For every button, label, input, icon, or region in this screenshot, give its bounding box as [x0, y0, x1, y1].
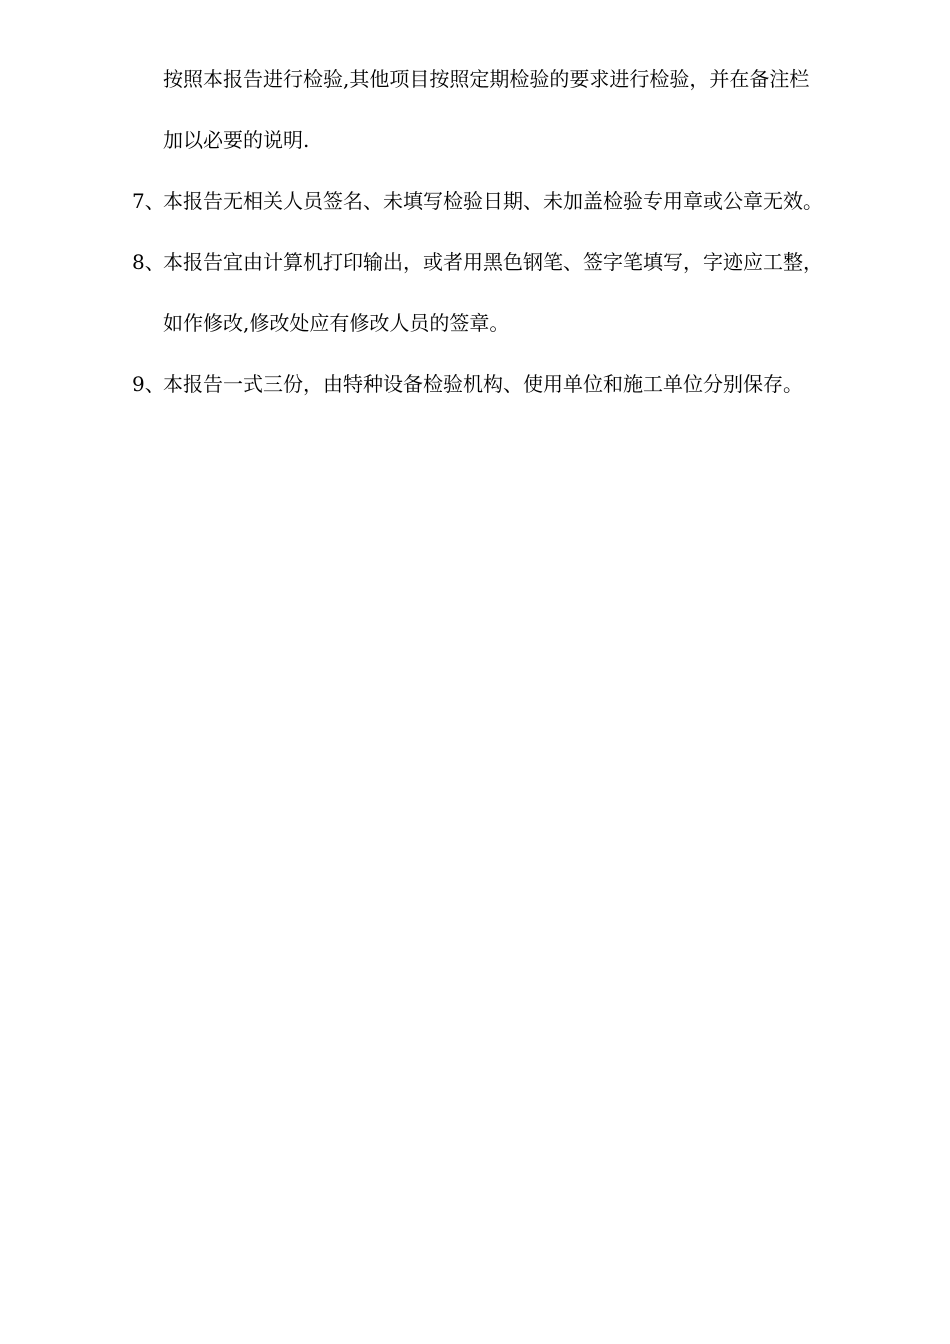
note-7	[132, 186, 912, 216]
notes-body	[132, 64, 912, 430]
note-9	[132, 369, 912, 399]
line-text: 如作修改,修改处应有修改人员的签章。	[163, 311, 510, 335]
note-6-continuation-line-1	[132, 64, 912, 94]
line-text: 按照本报告进行检验,其他项目按照定期检验的要求进行检验，并在备注栏	[163, 67, 810, 91]
line-text: 加以必要的说明.	[163, 128, 310, 152]
note-number: 8、	[132, 250, 165, 274]
note-6-continuation-line-2	[132, 125, 912, 155]
note-number: 9、	[132, 372, 165, 396]
note-number: 7、	[132, 189, 165, 213]
line-text: 本报告无相关人员签名、未填写检验日期、未加盖检验专用章或公章无效。	[163, 189, 823, 213]
line-text: 本报告一式三份，由特种设备检验机构、使用单位和施工单位分别保存。	[163, 372, 803, 396]
line-text: 本报告宜由计算机打印输出，或者用黑色钢笔、签字笔填写，字迹应工整，	[163, 250, 823, 274]
note-8-continuation	[132, 308, 912, 338]
note-8	[132, 247, 912, 277]
